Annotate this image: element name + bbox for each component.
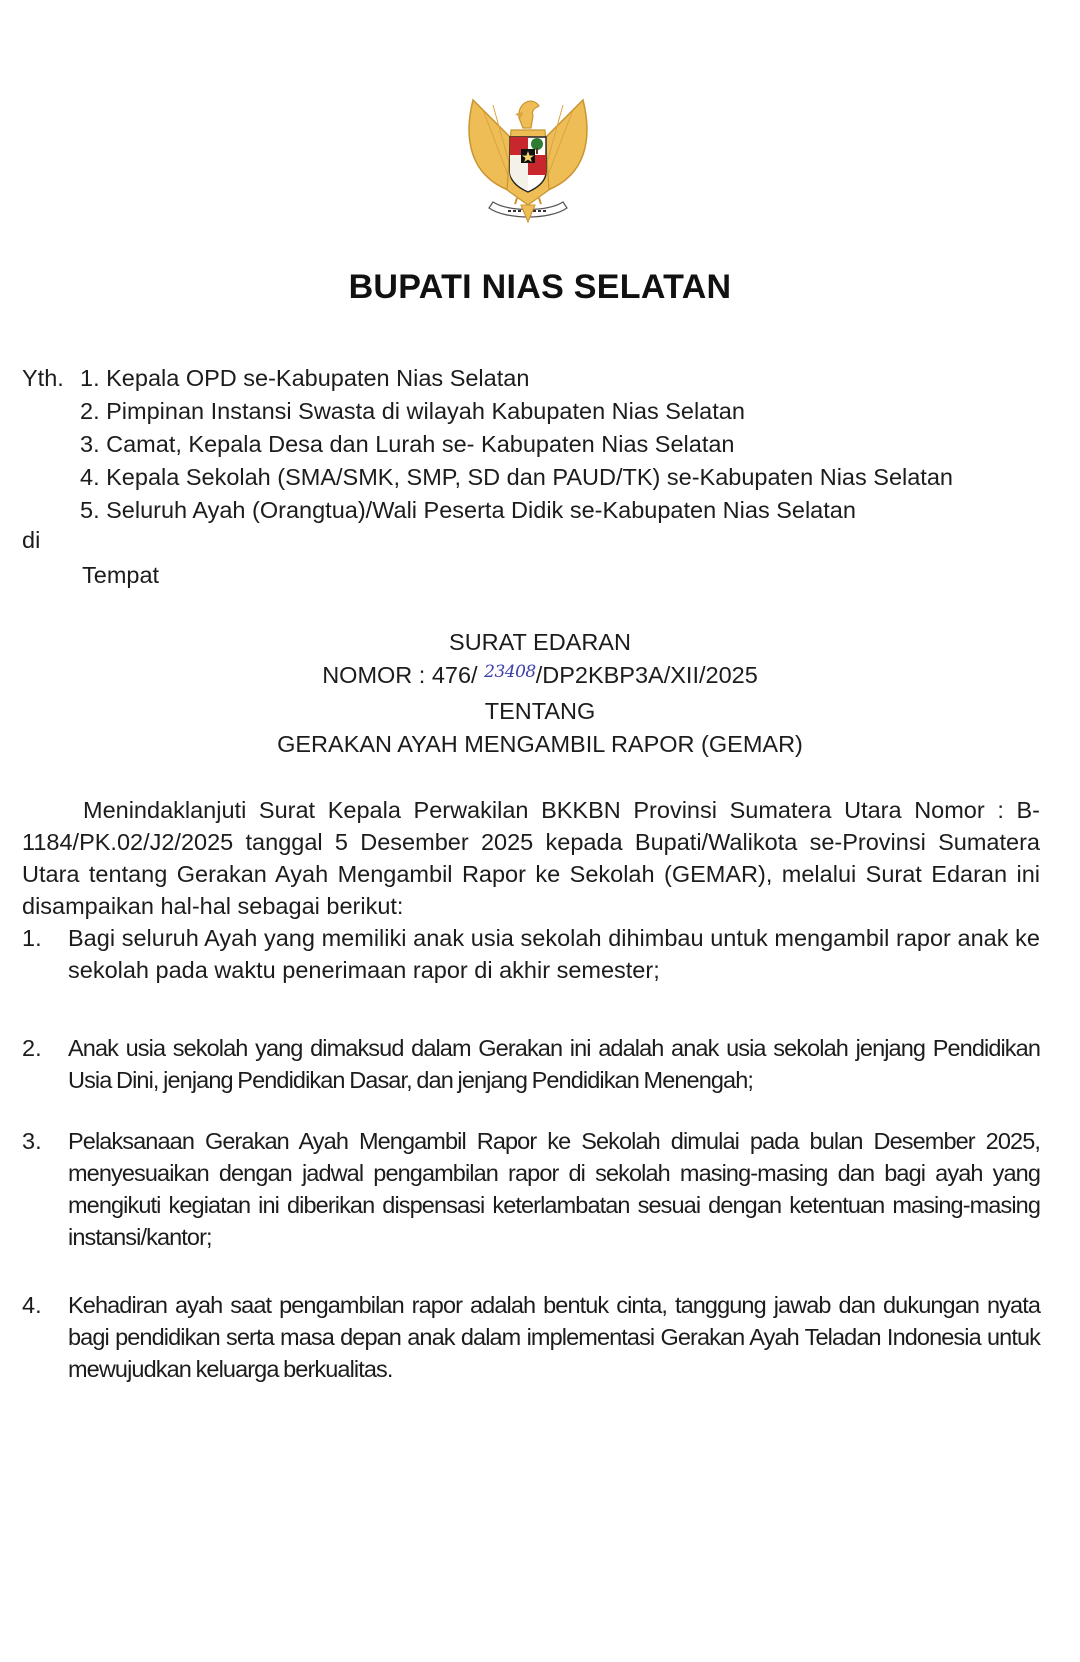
letterhead-title: BUPATI NIAS SELATAN bbox=[348, 268, 732, 306]
point-item bbox=[22, 1125, 1040, 1253]
point-number: 4. bbox=[22, 1292, 42, 1318]
di-label: di bbox=[22, 527, 41, 553]
recipient-item: 3. Camat, Kepala Desa dan Lurah se- Kabupaten Nias Selatan bbox=[80, 431, 735, 457]
recipient-item: 4. Kepala Sekolah (SMA/SMK, SMP, SD dan PAUD/TK) se-Kabupaten Nias Selatan bbox=[80, 464, 953, 490]
letter-number-suffix: /DP2KBP3A/XII/2025 bbox=[535, 662, 758, 688]
recipient-item: 5. Seluruh Ayah (Orangtua)/Wali Peserta Didik se-Kabupaten Nias Selatan bbox=[80, 497, 856, 523]
letter-subject: GERAKAN AYAH MENGAMBIL RAPOR (GEMAR) bbox=[277, 731, 803, 757]
recipient-item: 1. Kepala OPD se-Kabupaten Nias Selatan bbox=[80, 365, 530, 391]
letter-number-prefix: NOMOR : 476/ bbox=[322, 662, 485, 688]
point-text: Kehadiran ayah saat pengambilan rapor adalah bentuk cinta, tanggung jawab dan dukungan nyata bagi pendidikan serta masa depan anak dalam implementasi Gerakan Ayah Teladan Indonesia untuk mewujudkan keluarga berkualitas. bbox=[68, 1292, 1040, 1382]
point-number: 3. bbox=[22, 1128, 42, 1154]
tempat-label: Tempat bbox=[82, 562, 160, 588]
point-number: 1. bbox=[22, 925, 42, 951]
point-text: Bagi seluruh Ayah yang memiliki anak usia sekolah dihimbau untuk mengambil rapor anak ke sekolah pada waktu penerimaan rapor di akhir semester; bbox=[68, 925, 1040, 983]
point-item bbox=[22, 1032, 1040, 1096]
point-item bbox=[22, 1289, 1040, 1385]
letter-type: SURAT EDARAN bbox=[449, 629, 631, 655]
tentang-label: TENTANG bbox=[484, 698, 596, 724]
handwritten-number: 23408 bbox=[484, 662, 536, 682]
point-number: 2. bbox=[22, 1035, 42, 1061]
recipient-item: 2. Pimpinan Instansi Swasta di wilayah Kabupaten Nias Selatan bbox=[80, 398, 745, 424]
letter-heading bbox=[0, 626, 1080, 761]
recipient-list bbox=[80, 362, 953, 527]
intro-paragraph bbox=[22, 794, 1040, 922]
point-text: Anak usia sekolah yang dimaksud dalam Gerakan ini adalah anak usia sekolah jenjang Pendidikan Usia Dini, jenjang Pendidikan Dasar, dan jenjang Pendidikan Menengah; bbox=[68, 1035, 1040, 1093]
point-text: Pelaksanaan Gerakan Ayah Mengambil Rapor ke Sekolah dimulai pada bulan Desember 2025, menyesuaikan dengan jadwal pengambilan rapor di sekolah masing-masing dan bagi ayah yang mengikuti kegiatan ini diberikan dispensasi keterlambatan sesuai dengan ketentuan masing-masing instansi/kantor; bbox=[68, 1128, 1040, 1250]
letter-number bbox=[0, 659, 1080, 695]
salutation: Yth. bbox=[22, 365, 64, 391]
intro-text: Menindaklanjuti Surat Kepala Perwakilan BKKBN Provinsi Sumatera Utara Nomor : B-1184/PK.02/J2/2025 tanggal 5 Desember 2025 kepada Bupati/Walikota se-Provinsi Sumatera Utara tentang Gerakan Ayah Mengambil Rapor ke Sekolah (GEMAR), melalui Surat Edaran ini disampaikan hal-hal sebagai berikut: bbox=[22, 797, 1040, 919]
point-item bbox=[22, 922, 1040, 986]
garuda-emblem-icon bbox=[453, 80, 603, 230]
